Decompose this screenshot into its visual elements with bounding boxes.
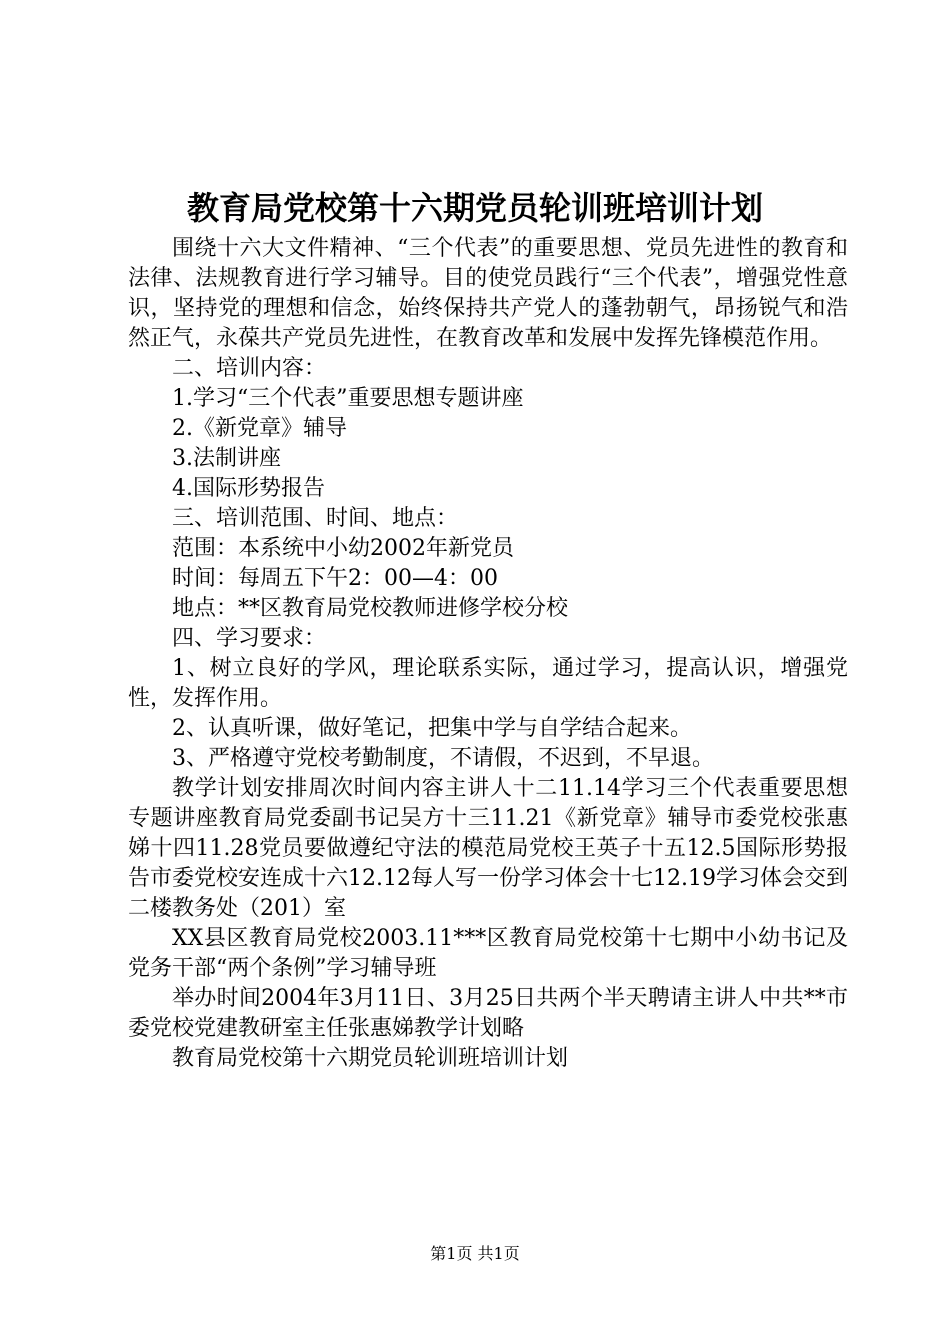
list-item: 3.法制讲座 [172, 446, 281, 471]
location-line: 地点：**区教育局党校教师进修学校分校 [172, 596, 569, 621]
time-line: 时间：每周五下午2：00—4：00 [172, 566, 498, 591]
document-body [128, 234, 848, 1074]
document-title: 教育局党校第十六期党员轮训班培训计划 [186, 189, 763, 227]
page-footer: 第1页 共1页 [430, 1244, 520, 1263]
paragraph-event-time: 举办时间2004年3月11日、3月25日共两个半天聘请主讲人中共**市委党校党建教研室主任张惠娣教学计划略 [128, 986, 848, 1041]
paragraph-intro: 围绕十六大文件精神、“三个代表”的重要思想、党员先进性的教育和法律、法规教育进行学习辅导。目的使党员践行“三个代表”，增强党性意识，坚持党的理想和信念，始终保持共产党人的蓬勃朝气，昂扬锐气和浩然正气，永葆共产党员先进性，在教育改革和发展中发挥先锋模范作用。 [128, 236, 848, 351]
paragraph-issuer: XX县区教育局党校2003.11***区教育局党校第十七期中小幼书记及党务干部“两个条例”学习辅导班 [128, 926, 848, 981]
requirement-item: 1、树立良好的学风，理论联系实际，通过学习，提高认识，增强党性，发挥作用。 [128, 656, 848, 711]
requirement-item: 2、认真听课，做好笔记，把集中学与自学结合起来。 [172, 716, 692, 741]
section-heading-requirements: 四、学习要求： [172, 626, 327, 651]
paragraph-schedule: 教学计划安排周次时间内容主讲人十二11.14学习三个代表重要思想专题讲座教育局党委副书记吴方十三11.21《新党章》辅导市委党校张惠娣十四11.28党员要做遵纪守法的模范局党校王英子十五12.5国际形势报告市委党校安连成十六12.12每人写一份学习体会十七12.19学习体会交到二楼教务处（201）室 [128, 776, 848, 921]
section-heading-scope: 三、培训范围、时间、地点： [172, 506, 459, 531]
list-item: 1.学习“三个代表”重要思想专题讲座 [172, 386, 524, 411]
requirement-item: 3、严格遵守党校考勤制度，不请假，不迟到，不早退。 [172, 746, 714, 771]
scope-line: 范围：本系统中小幼2002年新党员 [172, 536, 514, 561]
section-heading-content: 二、培训内容： [172, 356, 327, 381]
list-item: 2.《新党章》辅导 [172, 416, 347, 441]
list-item: 4.国际形势报告 [172, 476, 325, 501]
paragraph-closing-title: 教育局党校第十六期党员轮训班培训计划 [172, 1046, 569, 1071]
